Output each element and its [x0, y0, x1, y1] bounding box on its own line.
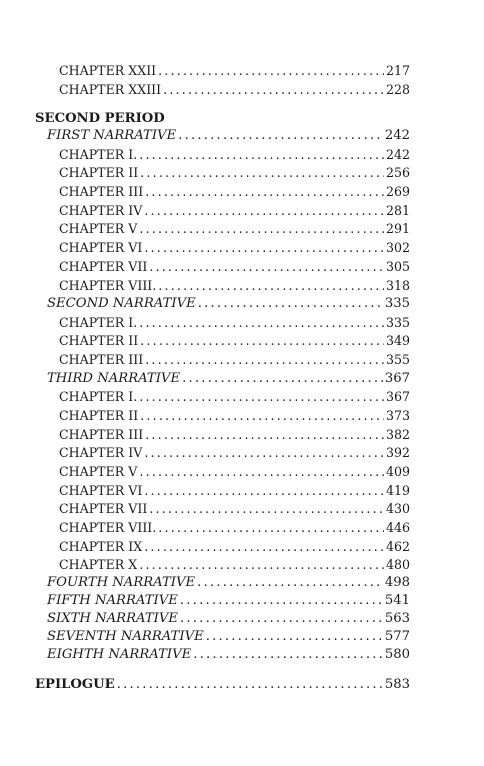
chapter-label: CHAPTER IX [59, 539, 143, 554]
toc-chapter-entry[interactable] [59, 277, 410, 295]
narrative-label: SEVENTH NARRATIVE [47, 629, 204, 644]
page-number: 305 [385, 259, 410, 274]
dot-leader [142, 538, 384, 556]
page-number: 367 [384, 371, 410, 386]
toc-chapter-entry[interactable] [59, 463, 410, 481]
dot-leader [147, 258, 384, 276]
toc-chapter-entry[interactable] [59, 556, 410, 574]
page-number: 419 [385, 483, 410, 498]
toc-chapter-entry[interactable] [59, 220, 410, 238]
toc-chapter-entry[interactable] [59, 407, 410, 425]
dot-leader [142, 239, 384, 257]
toc-chapter-entry[interactable] [59, 258, 410, 276]
chapter-label: CHAPTER V [59, 221, 138, 236]
toc-chapter-entry[interactable] [59, 81, 410, 99]
chapter-label: CHAPTER VI [59, 483, 143, 498]
toc-narrative-entry[interactable] [47, 574, 410, 592]
toc-chapter-entry[interactable] [59, 314, 410, 332]
page-number: 580 [384, 647, 410, 662]
narrative-label: SECOND NARRATIVE [47, 296, 196, 311]
chapter-label: CHAPTER V [59, 464, 138, 479]
dot-leader [156, 277, 384, 295]
chapter-label: CHAPTER III [59, 427, 144, 442]
page-number: 217 [385, 63, 410, 78]
dot-leader [142, 444, 384, 462]
page-number: 281 [385, 203, 410, 218]
page-number: 269 [385, 184, 410, 199]
page-number: 409 [385, 464, 410, 479]
chapter-label: CHAPTER I. [59, 147, 138, 162]
toc-chapter-entry[interactable] [59, 332, 410, 350]
page-number: 498 [384, 575, 410, 590]
chapter-label: CHAPTER IV [59, 445, 143, 460]
toc-narrative-entry[interactable] [47, 127, 410, 145]
chapter-label: CHAPTER VI [59, 240, 143, 255]
toc-narrative-entry[interactable] [47, 646, 410, 664]
chapter-label: CHAPTER VIII. [59, 520, 157, 535]
chapter-label: CHAPTER X [59, 557, 138, 572]
toc-chapter-entry[interactable] [59, 519, 410, 537]
narrative-label: THIRD NARRATIVE [47, 371, 181, 386]
page-number: 349 [385, 333, 410, 348]
dot-leader [143, 183, 384, 201]
dot-leader [178, 610, 383, 628]
page-number: 480 [385, 557, 410, 572]
toc-chapter-entry[interactable] [59, 426, 410, 444]
page-number: 541 [384, 593, 410, 608]
toc-chapter-entry[interactable] [59, 482, 410, 500]
chapter-label: CHAPTER XXII [59, 63, 157, 78]
chapter-label: CHAPTER VIII. [59, 278, 157, 293]
page-number: 382 [385, 427, 410, 442]
page-number: 242 [384, 128, 410, 143]
toc-chapter-entry[interactable] [59, 388, 410, 406]
toc-chapter-entry[interactable] [59, 351, 410, 369]
dot-leader [142, 202, 384, 220]
page-number: 563 [384, 611, 410, 626]
page-number: 583 [384, 677, 410, 692]
dot-leader [176, 127, 383, 145]
chapter-label: CHAPTER VII [59, 259, 148, 274]
dot-leader [196, 295, 383, 313]
toc-chapter-entry[interactable] [59, 164, 410, 182]
page-number: 228 [385, 82, 410, 97]
period-heading: SECOND PERIOD [35, 111, 165, 126]
dot-leader [137, 314, 384, 332]
page-number: 446 [385, 520, 410, 535]
toc-narrative-entry[interactable] [47, 628, 410, 646]
dot-leader [143, 351, 384, 369]
page-number: 291 [385, 221, 410, 236]
chapter-label: CHAPTER VII [59, 501, 148, 516]
chapter-label: CHAPTER II [59, 408, 139, 423]
page-number: 335 [384, 296, 410, 311]
narrative-label: FIFTH NARRATIVE [47, 593, 178, 608]
toc-narrative-entry[interactable] [47, 592, 410, 610]
chapter-label: CHAPTER XXIII [59, 82, 162, 97]
toc-chapter-entry[interactable] [59, 183, 410, 201]
dot-leader [137, 146, 384, 164]
chapter-label: CHAPTER III [59, 352, 144, 367]
page-number: 577 [384, 629, 410, 644]
toc-narrative-entry[interactable] [47, 370, 410, 388]
dot-leader [138, 332, 384, 350]
dot-leader [138, 164, 384, 182]
toc-chapter-entry[interactable] [59, 500, 410, 518]
chapter-label: CHAPTER II [59, 165, 139, 180]
toc-chapter-entry[interactable] [59, 239, 410, 257]
dot-leader [142, 482, 384, 500]
dot-leader [115, 676, 383, 694]
dot-leader [195, 574, 383, 592]
page-number: 373 [385, 408, 410, 423]
chapter-label: CHAPTER IV [59, 203, 143, 218]
dot-leader [204, 628, 383, 646]
dot-leader [137, 388, 384, 406]
chapter-label: CHAPTER III [59, 184, 144, 199]
narrative-label: FOURTH NARRATIVE [47, 575, 196, 590]
chapter-label: CHAPTER II [59, 333, 139, 348]
toc-narrative-entry[interactable] [47, 610, 410, 628]
chapter-label: CHAPTER I. [59, 315, 138, 330]
narrative-label: SIXTH NARRATIVE [47, 611, 178, 626]
narrative-label: EIGHTH NARRATIVE [47, 647, 192, 662]
page-number: 392 [385, 445, 410, 460]
dot-leader [161, 81, 384, 99]
page-number: 242 [385, 147, 410, 162]
toc-chapter-entry[interactable] [59, 146, 410, 164]
dot-leader [147, 500, 384, 518]
toc-epilogue-entry[interactable] [35, 676, 410, 694]
dot-leader [137, 556, 384, 574]
page-number: 302 [385, 240, 410, 255]
page-number: 430 [385, 501, 410, 516]
toc-chapter-entry[interactable] [59, 538, 410, 556]
page-number: 355 [385, 352, 410, 367]
toc-chapter-entry[interactable] [59, 202, 410, 220]
chapter-label: CHAPTER I. [59, 389, 138, 404]
page-number: 256 [385, 165, 410, 180]
narrative-label: FIRST NARRATIVE [47, 128, 177, 143]
dot-leader [137, 220, 384, 238]
page-number: 462 [385, 539, 410, 554]
epilogue-label: EPILOGUE [35, 677, 115, 692]
dot-leader [156, 519, 384, 537]
toc-narrative-entry[interactable] [47, 295, 410, 313]
dot-leader [137, 463, 384, 481]
toc-chapter-entry[interactable] [59, 62, 410, 80]
dot-leader [156, 62, 384, 80]
toc-chapter-entry[interactable] [59, 444, 410, 462]
page-number: 318 [385, 278, 410, 293]
dot-leader [143, 426, 384, 444]
page-number: 367 [385, 389, 410, 404]
dot-leader [191, 646, 383, 664]
dot-leader [180, 370, 383, 388]
page-number: 335 [385, 315, 410, 330]
dot-leader [138, 407, 384, 425]
dot-leader [178, 592, 383, 610]
